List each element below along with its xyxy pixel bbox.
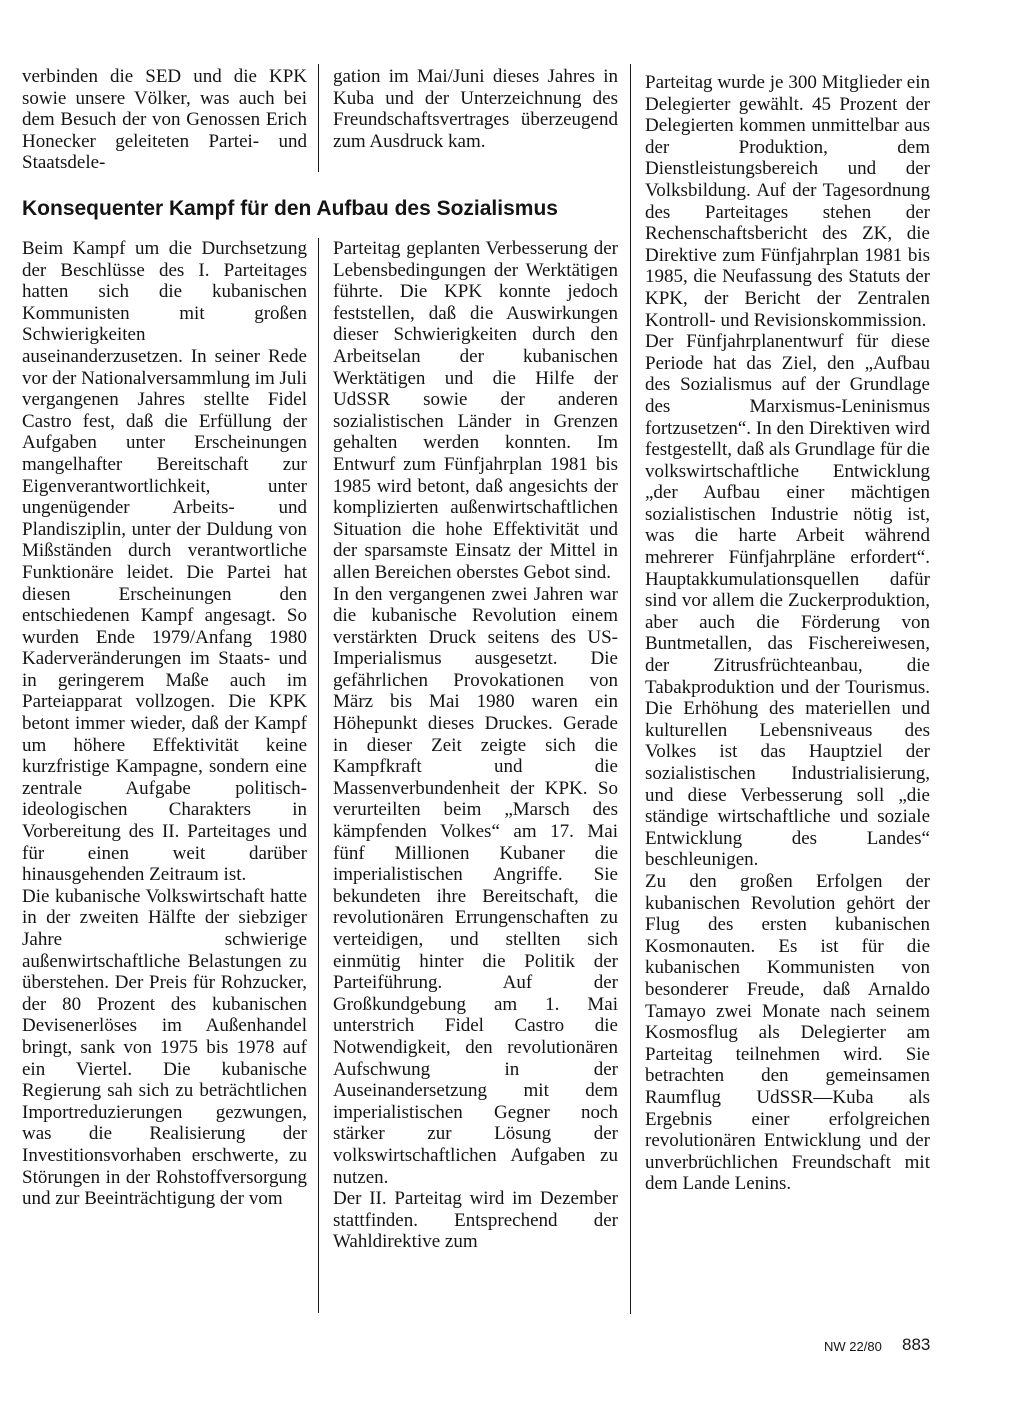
column-1-top-text (22, 66, 307, 174)
column-2-body (333, 238, 618, 1253)
paragraph: Der II. Parteitag wird im Dezember stattfinden. Entsprechend der Wahldirektive zum (333, 1188, 618, 1253)
paragraph: Beim Kampf um die Durchsetzung der Beschlüsse des I. Parteitages hatten sich die kubanischen Kommunisten mit großen Schwierigkeiten auseinanderzusetzen. In seiner Rede vor der Nationalversammlung im Juli vergangenen Jahres stellte Fidel Castro fest, daß die Erfüllung der Aufgaben unter Erscheinungen mangelhafter Bereitschaft zur Eigenverantwortlichkeit, unter ungenügender Arbeits- und Plandisziplin, unter der Duldung von Mißständen durch verantwortliche Funktionäre leidet. Die Partei hat diesen Erscheinungen den entschiedenen Kampf angesagt. So wurden Ende 1979/Anfang 1980 Kaderveränderungen im Staats- und in geringerem Maße auch im Parteiapparat vollzogen. Die KPK betont immer wieder, daß der Kampf um höhere Effektivität keine kurzfristige Kampagne, sondern eine zentrale Aufgabe politisch-ideologischen Charakters in Vorbereitung des II. Parteitages und für einen weit darüber hinausgehenden Zeitraum ist. (22, 238, 307, 886)
column-divider (318, 238, 319, 1313)
paragraph: Zu den großen Erfolgen der kubanischen Revolution gehört der Flug des ersten kubanischen Kosmonauten. Es ist für die kubanischen Kommunisten von besonderer Freude, daß Arnaldo Tamayo zwei Monate nach seinem Kosmosflug als Delegierter am Parteitag teilnehmen wird. Sie betrachten den gemeinsamen Raumflug UdSSR—Kuba als Ergebnis einer erfolgreichen revolutionären Entwicklung und der unverbrüchlichen Freundschaft mit dem Lande Lenins. (645, 870, 930, 1195)
issue-reference: NW 22/80 (824, 1339, 882, 1354)
section-heading: Konsequenter Kampf für den Aufbau des Sozialismus (22, 197, 558, 220)
paragraph: gation im Mai/Juni dieses Jahres in Kuba und der Unterzeichnung des Freundschaftsvertrages überzeugend zum Ausdruck kam. (333, 66, 618, 152)
column-divider (630, 64, 631, 1314)
paragraph: verbinden die SED und die KPK sowie unsere Völker, was auch bei dem Besuch der von Genossen Erich Honecker geleiteten Partei- und Staatsdele- (22, 66, 307, 174)
paragraph: Parteitag geplanten Verbesserung der Lebensbedingungen der Werktätigen führte. Die KPK konnte jedoch feststellen, daß die Auswirkungen dieser Schwierigkeiten durch den Arbeitselan der kubanischen Werktätigen und die Hilfe der UdSSR sowie der anderen sozialistischen Länder in Grenzen gehalten werden konnten. Im Entwurf zum Fünfjahrplan 1981 bis 1985 wird betont, daß angesichts der komplizierten außenwirtschaftlichen Situation die hohe Effektivität und der sparsamste Einsatz der Mittel in allen Bereichen oberstes Gebot sind. (333, 238, 618, 583)
column-2-top-text (333, 66, 618, 152)
paragraph: In den vergangenen zwei Jahren war die kubanische Revolution einem verstärkten Druck seitens des US-Imperialismus ausgesetzt. Die gefährlichen Provokationen von März bis Mai 1980 waren ein Höhepunkt dieses Druckes. Gerade in dieser Zeit zeigte sich die Kampfkraft und die Massenverbundenheit der KPK. So verurteilten beim „Marsch des kämpfenden Volkes“ am 17. Mai fünf Millionen Kubaner die imperialistischen Angriffe. Sie bekundeten ihre Bereitschaft, die revolutionären Errungenschaften zu verteidigen, und stellten sich einmütig hinter die Politik der Parteiführung. Auf der Großkundgebung am 1. Mai unterstrich Fidel Castro die Notwendigkeit, den revolutionären Aufschwung in der Auseinandersetzung mit dem imperialistischen Gegner noch stärker zur Lösung der volkswirtschaftlichen Aufgaben zu nutzen. (333, 583, 618, 1188)
column-divider (318, 64, 319, 172)
column-1-body (22, 238, 307, 1210)
paragraph: Die kubanische Volkswirtschaft hatte in der zweiten Hälfte der siebziger Jahre schwierige außenwirtschaftliche Belastungen zu überstehen. Der Preis für Rohzucker, der 80 Prozent des kubanischen Devisenerlöses im Außenhandel bringt, sank von 1975 bis 1978 auf ein Viertel. Die kubanische Regierung sah sich zu beträchtlichen Importreduzierungen gezwungen, was die Realisierung der Investitionsvorhaben erschwerte, zu Störungen in der Rohstoffversorgung und zur Beeinträchtigung der vom (22, 885, 307, 1210)
paragraph: Parteitag wurde je 300 Mitglieder ein Delegierter gewählt. 45 Prozent der Delegierten kommen unmittelbar aus der Produktion, dem Dienstleistungsbereich und der Volksbildung. Auf der Tagesordnung des Parteitages stehen der Rechenschaftsbericht des ZK, die Direktive zum Fünfjahrplan 1981 bis 1985, die Neufassung des Statuts der KPK, der Bericht der Zentralen Kontroll- und Revisionskommission. (645, 72, 930, 331)
column-3-body (645, 72, 930, 1195)
paragraph: Der Fünfjahrplanentwurf für diese Periode hat das Ziel, den „Aufbau des Sozialismus auf der Grundlage des Marxismus-Leninismus fortzusetzen“. In den Direktiven wird festgestellt, daß als Grundlage für die volkswirtschaftliche Entwicklung „der Aufbau einer mächtigen sozialistischen Industrie nötig ist, was die harte Arbeit während mehrerer Fünfjahrpläne erfordert“. Hauptakkumulationsquellen dafür sind vor allem die Zuckerproduktion, aber auch die Förderung von Buntmetallen, das Fischereiwesen, der Zitrusfrüchteanbau, die Tabakproduktion und der Tourismus. Die Erhöhung des materiellen und kulturellen Lebensniveaus des Volkes ist das Hauptziel der sozialistischen Industrialisierung, und diese Verbesserung soll „die ständige wirtschaftliche und soziale Entwicklung des Landes“ beschleunigen. (645, 331, 930, 871)
page-number: 883 (902, 1335, 931, 1354)
